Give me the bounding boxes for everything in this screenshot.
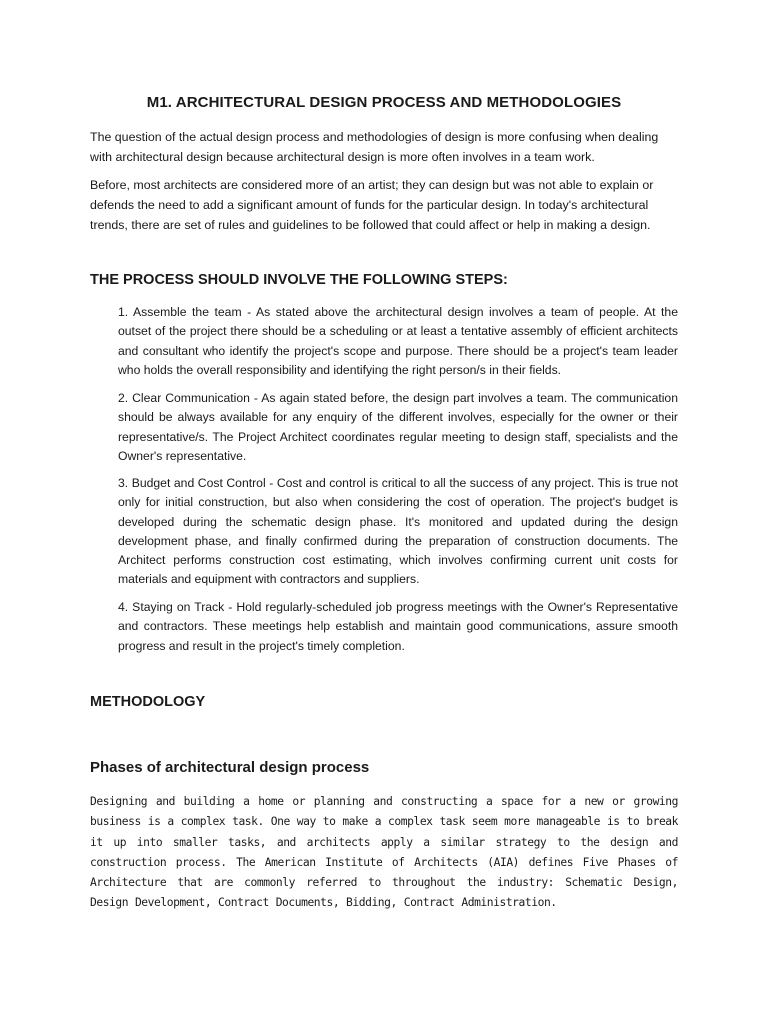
process-heading: THE PROCESS SHOULD INVOLVE THE FOLLOWING STEPS:	[90, 272, 508, 288]
step-assemble-team: 1. Assemble the team - As stated above the architectural design involves a team of people. At the outset of the project there should be a scheduling or at least a tentative assembly of efficient architects and consultant who identify the project's scope and purpose. There should be a project's team leader who holds the overall responsibility and identifying the right person/s in their fields.	[118, 305, 678, 377]
step-clear-communication: 2. Clear Communication - As again stated before, the design part involves a team. The communication should be always available for any enquiry of the different involves, especially for the owner or their representative/s. The Project Architect coordinates regular meeting to design staff, specialists and the Owner's representative.	[118, 391, 678, 463]
intro-paragraph-2: Before, most architects are considered more of an artist; they can design but was not able to explain or defends the need to add a significant amount of funds for the particular design. In today's architectural trends, there are set of rules and guidelines to be followed that could affect or help in making a design.	[90, 178, 654, 232]
step-staying-on-track: 4. Staying on Track - Hold regularly-scheduled job progress meetings with the Owner's Representative and contractors. These meetings help establish and maintain good communications, assure smooth progress and result in the project's timely completion.	[118, 600, 678, 653]
phases-paragraph: Designing and building a home or planning and constructing a space for a new or growing business is a complex task. One way to make a complex task seem more manageable is to break it up into smaller tasks, and architects apply a similar strategy to the design and construction process. The American Institute of Architects (AIA) defines Five Phases of Architecture that are commonly referred to throughout the industry: Schematic Design, Design Development, Contract Documents, Bidding, Contract Administration.	[90, 795, 678, 910]
methodology-heading: METHODOLOGY	[90, 694, 206, 710]
intro-paragraph-1: The question of the actual design process and methodologies of design is more confusing when dealing with architectural design because architectural design is more often involves in a team work.	[90, 130, 659, 164]
page-title: M1. ARCHITECTURAL DESIGN PROCESS AND METHODOLOGIES	[146, 94, 622, 111]
phases-heading: Phases of architectural design process	[90, 759, 370, 776]
step-budget-cost-control: 3. Budget and Cost Control - Cost and control is critical to all the success of any project. This is true not only for initial construction, but also when considering the cost of operation. The project's budget is developed during the schematic design phase. It's monitored and updated during the design development phase, and finally confirmed during the preparation of construction documents. The Architect performs construction cost estimating, which involves confirming current unit costs for materials and equipment with contractors and suppliers.	[118, 476, 678, 587]
